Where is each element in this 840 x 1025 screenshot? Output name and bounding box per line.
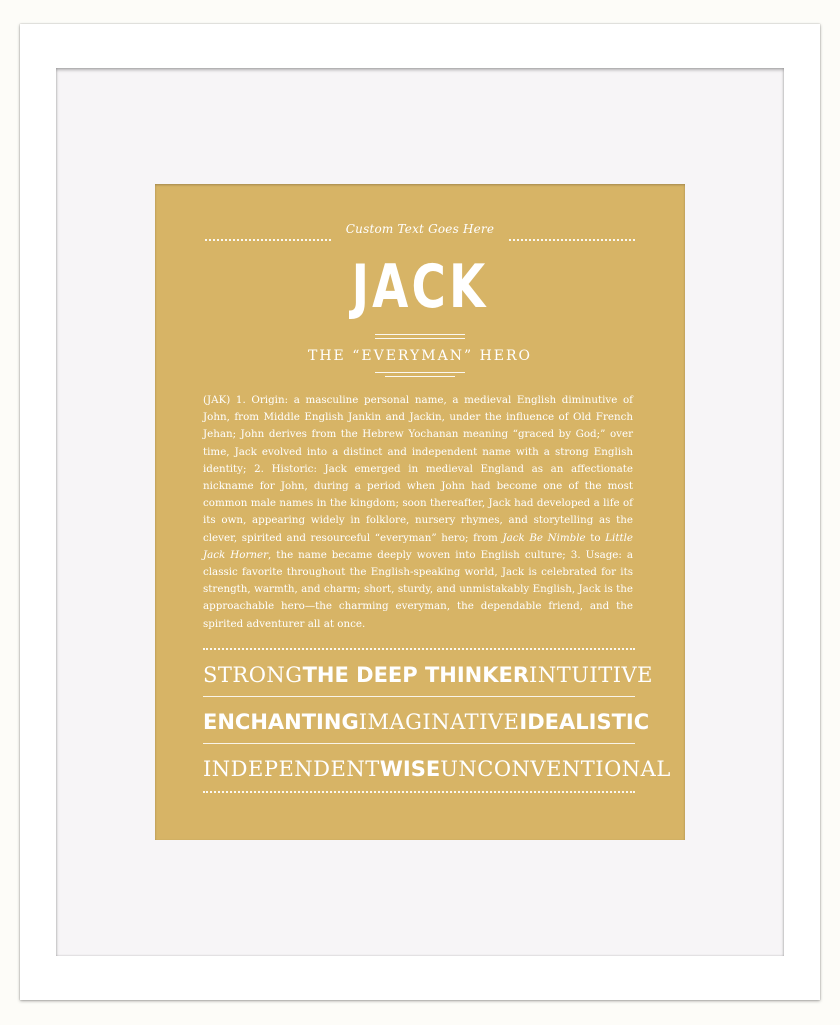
trait-row-divider — [203, 743, 635, 744]
trait-word: IDEALISTIC — [519, 710, 650, 734]
definition-italic-title: Little Jack Horner — [203, 531, 633, 561]
title-rule-top — [375, 334, 465, 335]
dotted-divider-traits-bottom — [203, 791, 635, 793]
trait-row — [203, 705, 650, 739]
definition-text: , the name became deeply woven into English culture; 3. Usage: a classic favorite throughout the English-speaking world, Jack is celebrated for its strength, warmth, and charm; short, sturdy, and unmistakably English, Jack is the approachable hero—the charming everyman, the dependable friend, and the spirited adventurer all at once. — [203, 548, 634, 630]
dotted-divider-right — [509, 239, 635, 241]
trait-word: STRONG — [203, 663, 303, 687]
trait-word: INDEPENDENT — [203, 757, 380, 781]
trait-row — [203, 658, 654, 692]
dotted-divider-traits-top — [203, 648, 635, 650]
trait-word: IMAGINATIVE — [358, 710, 520, 734]
name-definition — [203, 392, 633, 633]
mat-board — [56, 68, 784, 956]
trait-word: WISE — [379, 757, 441, 781]
trait-row-divider — [203, 696, 635, 697]
custom-text: Custom Text Goes Here — [345, 222, 495, 236]
trait-word: UNCONVENTIONAL — [440, 757, 671, 781]
definition-italic-title: Jack Be Nimble — [502, 531, 586, 544]
name-print — [155, 184, 685, 840]
name-title: JACK — [351, 252, 489, 322]
dotted-divider-left — [205, 239, 331, 241]
title-rule-top-2 — [375, 338, 465, 339]
subtitle-rule-bottom — [375, 372, 465, 373]
trait-word: THE DEEP THINKER — [302, 663, 530, 687]
trait-row — [203, 752, 671, 786]
definition-text: (JAK) 1. Origin: a masculine personal name, a medieval English diminutive of John, from Middle English Jankin and Jackin, under the influence of Old French Jehan; John derives from the Hebrew Yochanan meaning “graced by God;” over time, Jack evolved into a distinct and independent name with a strong English identity; 2. Historic: Jack emerged in medieval England as an affectionate nickname for John, during a period when John had become one of the most common male names in the kingdom; soon thereafter, Jack had developed a life of its own, appearing widely in folklore, nursery rhymes, and storytelling as the clever, spirited and resourceful “everyman” hero; from — [203, 394, 633, 544]
definition-text: to — [585, 531, 606, 544]
trait-word: INTUITIVE — [529, 663, 654, 687]
trait-word: ENCHANTING — [203, 710, 359, 734]
name-subtitle: THE “EVERYMAN” HERO — [307, 348, 533, 364]
picture-frame — [20, 24, 820, 1000]
subtitle-rule-bottom-2 — [385, 376, 455, 377]
